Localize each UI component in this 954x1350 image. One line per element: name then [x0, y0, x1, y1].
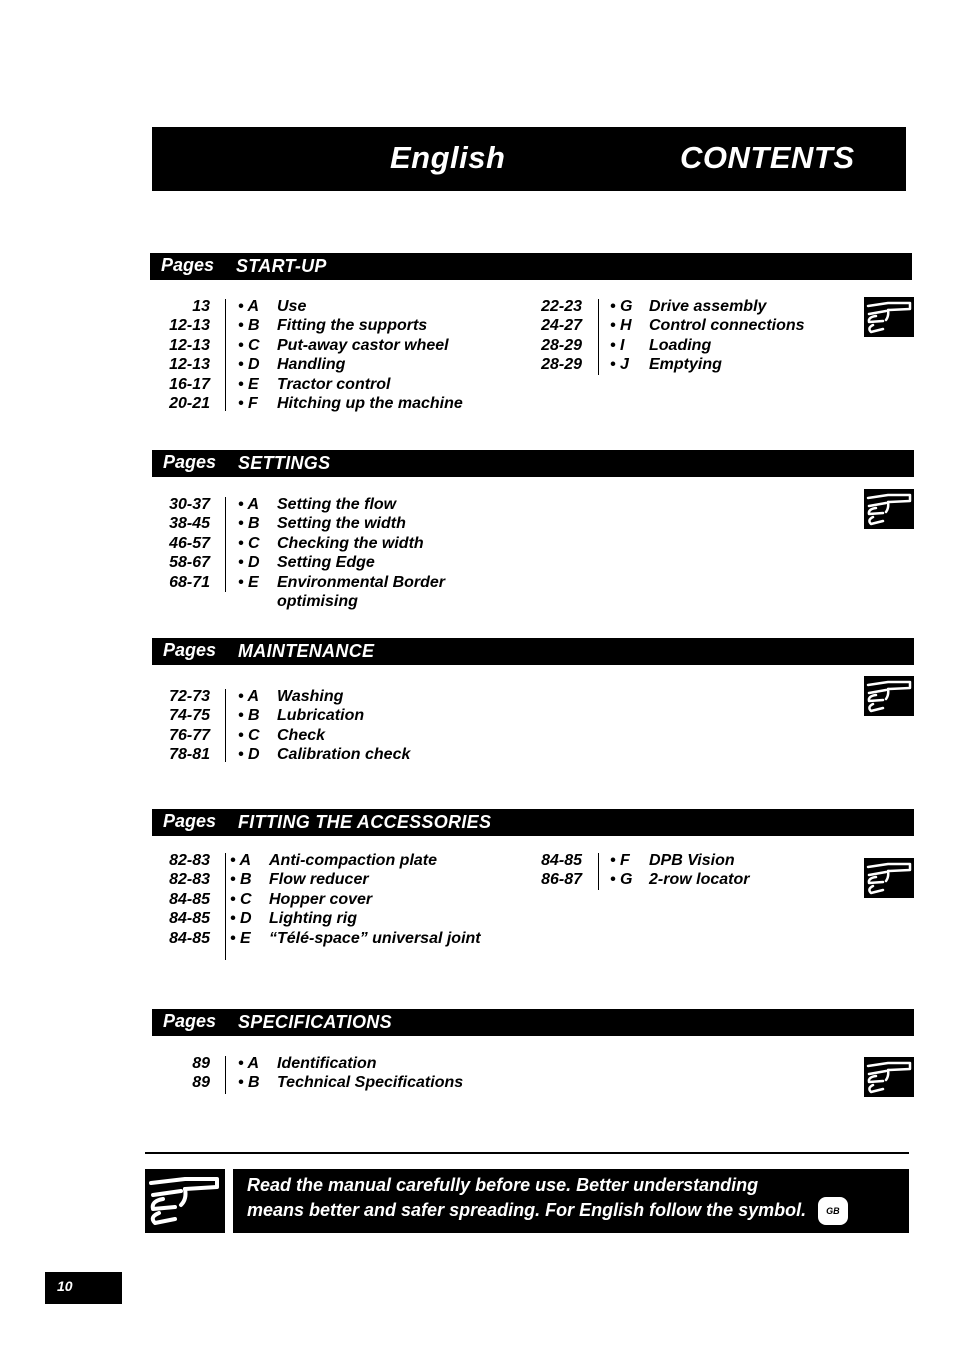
column-divider — [225, 299, 226, 411]
page-range: 46-57 — [169, 534, 210, 552]
contents-item-label: Setting the flow — [277, 496, 397, 513]
item-letter: • J — [610, 356, 629, 374]
contents-item-label: Setting the width — [277, 515, 406, 533]
page-range: 84-85 — [169, 910, 210, 928]
contents-item-label: Loading — [649, 336, 712, 354]
pointing-hand-icon — [864, 676, 914, 716]
section-title: START-UP — [236, 256, 327, 276]
section-title: SETTINGS — [238, 453, 331, 473]
page-range: 82-83 — [169, 871, 210, 889]
item-letter: • D — [238, 356, 260, 374]
item-letter: • C — [230, 890, 252, 908]
contents-item-label: Check — [277, 726, 326, 744]
item-letter: • D — [238, 554, 260, 572]
contents-item-label: Fitting the supports — [277, 317, 428, 335]
contents-item-label: Hitching up the machine — [277, 395, 463, 412]
footer-line-2-text: means better and safer spreading. For English follow the symbol. — [247, 1199, 807, 1220]
contents-title: CONTENTS — [680, 140, 855, 175]
item-letter: • B — [238, 1074, 260, 1092]
gb-badge: GB — [818, 1197, 848, 1225]
page-number: 10 — [45, 1272, 122, 1304]
footer-notice — [247, 1173, 848, 1225]
footer-divider — [145, 1152, 909, 1154]
column-divider — [225, 1056, 226, 1094]
page-range: 84-85 — [169, 890, 210, 908]
section-title: MAINTENANCE — [238, 641, 375, 661]
item-letter: • B — [238, 317, 260, 335]
contents-item-label: Calibration check — [277, 746, 411, 764]
page-range: 76-77 — [169, 726, 210, 744]
item-letter: • F — [238, 395, 258, 412]
contents-item-label: Lubrication — [277, 707, 365, 725]
item-letter: • A — [238, 688, 260, 705]
contents-item-label: Hopper cover — [269, 890, 373, 908]
contents-item-label: Control connections — [649, 317, 805, 335]
item-letter: • D — [230, 910, 252, 928]
page-range: 72-73 — [169, 688, 210, 705]
contents-item-label: Drive assembly — [649, 298, 767, 315]
page-range: 84-85 — [541, 852, 582, 869]
contents-item-label: “Télé-space” universal joint — [269, 929, 481, 947]
page-range: 89 — [192, 1055, 210, 1072]
contents-item-label: Identification — [277, 1055, 377, 1072]
column-divider — [225, 689, 226, 762]
pages-label: Pages — [163, 640, 217, 660]
page-range: 13 — [192, 298, 210, 315]
footer-line-1: Read the manual carefully before use. Better understanding — [247, 1175, 759, 1195]
contents-item-label: Use — [277, 298, 307, 315]
pages-label: Pages — [163, 1011, 217, 1031]
contents-item-label: Lighting rig — [269, 910, 357, 928]
language-title: English — [390, 140, 506, 175]
contents-item-label: Handling — [277, 356, 346, 374]
item-letter: • B — [238, 515, 260, 533]
page-range: 12-13 — [169, 317, 210, 335]
item-letter: • A — [238, 298, 260, 315]
pointing-hand-icon — [145, 1169, 225, 1233]
contents-item-label: optimising — [277, 593, 358, 610]
item-letter: • H — [610, 317, 632, 335]
pointing-hand-icon — [864, 858, 914, 898]
item-letter: • B — [238, 707, 260, 725]
page-range: 12-13 — [169, 356, 210, 374]
page-range: 78-81 — [169, 746, 210, 764]
contents-item-label: Environmental Border — [277, 573, 446, 591]
page-range: 16-17 — [169, 375, 210, 393]
item-letter: • D — [238, 746, 260, 764]
page-range: 28-29 — [541, 336, 582, 354]
contents-item-label: Put-away castor wheel — [277, 336, 449, 354]
page-range: 24-27 — [541, 317, 582, 335]
footer-line-2 — [247, 1197, 848, 1225]
section-title: SPECIFICATIONS — [238, 1012, 392, 1032]
contents-item-label: Washing — [277, 688, 344, 705]
contents-item-label: DPB Vision — [649, 852, 735, 869]
column-divider — [598, 853, 599, 890]
column-divider — [598, 299, 599, 375]
item-letter: • G — [610, 298, 633, 315]
item-letter: • C — [238, 726, 260, 744]
pages-label: Pages — [163, 811, 217, 831]
section-title: FITTING THE ACCESSORIES — [238, 812, 492, 832]
contents-item-label: Emptying — [649, 356, 722, 374]
page-range: 30-37 — [169, 496, 210, 513]
contents-item-label: Anti-compaction plate — [269, 852, 438, 869]
pages-label: Pages — [163, 452, 217, 472]
pointing-hand-icon — [864, 1057, 914, 1097]
item-letter: • C — [238, 336, 260, 354]
item-letter: • A — [230, 852, 252, 869]
page-range: 86-87 — [541, 871, 582, 889]
contents-item-label: Setting Edge — [277, 554, 375, 572]
item-letter: • I — [610, 336, 625, 354]
column-divider — [225, 853, 226, 960]
page-range: 28-29 — [541, 356, 582, 374]
pages-label: Pages — [161, 255, 215, 275]
contents-item-label: Technical Specifications — [277, 1074, 464, 1092]
page-range: 68-71 — [169, 573, 210, 591]
page-range: 82-83 — [169, 852, 210, 869]
page-range: 20-21 — [169, 395, 210, 412]
item-letter: • G — [610, 871, 633, 889]
contents-item-label: Flow reducer — [269, 871, 369, 889]
page-range: 58-67 — [169, 554, 210, 572]
pointing-hand-icon — [864, 489, 914, 529]
column-divider — [225, 497, 226, 592]
contents-item-label: 2-row locator — [649, 871, 750, 889]
item-letter: • F — [610, 852, 630, 869]
item-letter: • A — [238, 496, 260, 513]
item-letter: • B — [230, 871, 252, 889]
page-range: 22-23 — [541, 298, 582, 315]
page-range: 12-13 — [169, 336, 210, 354]
item-letter: • A — [238, 1055, 260, 1072]
page-range: 84-85 — [169, 929, 210, 947]
item-letter: • E — [238, 573, 259, 591]
page-range: 74-75 — [169, 707, 210, 725]
page-range: 38-45 — [169, 515, 210, 533]
item-letter: • E — [238, 375, 259, 393]
page-range: 89 — [192, 1074, 210, 1092]
pointing-hand-icon — [864, 297, 914, 337]
contents-item-label: Checking the width — [277, 534, 424, 552]
contents-item-label: Tractor control — [277, 375, 391, 393]
item-letter: • C — [238, 534, 260, 552]
item-letter: • E — [230, 929, 251, 947]
